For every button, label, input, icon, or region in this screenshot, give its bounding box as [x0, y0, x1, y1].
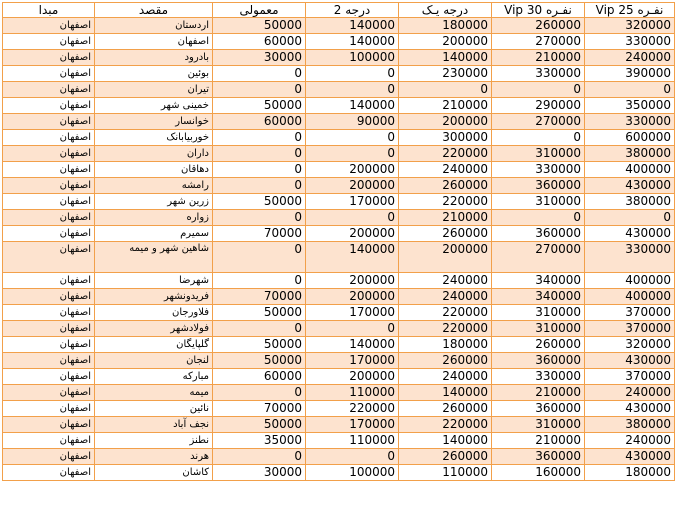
- cell-origin: اصفهان: [3, 34, 95, 50]
- cell-first-class: 0: [399, 82, 492, 98]
- cell-origin: اصفهان: [3, 146, 95, 162]
- cell-origin: اصفهان: [3, 289, 95, 305]
- cell-first-class: 220000: [399, 321, 492, 337]
- cell-vip30: 210000: [492, 385, 585, 401]
- cell-destination: بادرود: [95, 50, 213, 66]
- cell-vip25: 600000: [585, 130, 675, 146]
- cell-second-class: 170000: [306, 194, 399, 210]
- table-row: [3, 178, 675, 194]
- cell-second-class: 200000: [306, 226, 399, 242]
- cell-first-class: 180000: [399, 18, 492, 34]
- cell-origin: اصفهان: [3, 178, 95, 194]
- cell-second-class: 100000: [306, 50, 399, 66]
- cell-normal: 60000: [213, 369, 306, 385]
- cell-vip25: 240000: [585, 50, 675, 66]
- cell-vip25: 330000: [585, 34, 675, 50]
- cell-origin: اصفهان: [3, 210, 95, 226]
- cell-first-class: 210000: [399, 210, 492, 226]
- cell-origin: اصفهان: [3, 194, 95, 210]
- cell-destination: خمینی شهر: [95, 98, 213, 114]
- cell-destination: فولادشهر: [95, 321, 213, 337]
- cell-vip30: 0: [492, 130, 585, 146]
- cell-normal: 60000: [213, 114, 306, 130]
- cell-vip30: 360000: [492, 401, 585, 417]
- cell-origin: اصفهان: [3, 66, 95, 82]
- cell-destination: سمیرم: [95, 226, 213, 242]
- header-vip25: نفـره 25 Vip: [585, 3, 675, 18]
- table-row: [3, 449, 675, 465]
- table-row: [3, 162, 675, 178]
- cell-vip25: 240000: [585, 385, 675, 401]
- cell-vip30: 310000: [492, 146, 585, 162]
- table-row: [3, 50, 675, 66]
- cell-normal: 0: [213, 178, 306, 194]
- cell-first-class: 240000: [399, 289, 492, 305]
- cell-vip30: 360000: [492, 353, 585, 369]
- table-row: [3, 401, 675, 417]
- cell-second-class: 200000: [306, 178, 399, 194]
- cell-second-class: 140000: [306, 98, 399, 114]
- cell-origin: اصفهان: [3, 353, 95, 369]
- cell-destination: نطنز: [95, 433, 213, 449]
- cell-origin: اصفهان: [3, 82, 95, 98]
- cell-first-class: 110000: [399, 465, 492, 481]
- cell-first-class: 220000: [399, 417, 492, 433]
- cell-destination: شهرضا: [95, 273, 213, 289]
- cell-second-class: 200000: [306, 369, 399, 385]
- cell-vip25: 430000: [585, 401, 675, 417]
- header-vip30: نفـره 30 Vip: [492, 3, 585, 18]
- table-row: [3, 130, 675, 146]
- cell-destination: زرین شهر: [95, 194, 213, 210]
- cell-destination: دهاقان: [95, 162, 213, 178]
- cell-vip30: 260000: [492, 337, 585, 353]
- cell-vip30: 270000: [492, 114, 585, 130]
- cell-destination: داران: [95, 146, 213, 162]
- table-row: [3, 289, 675, 305]
- cell-second-class: 0: [306, 210, 399, 226]
- cell-origin: اصفهان: [3, 130, 95, 146]
- cell-origin: اصفهان: [3, 50, 95, 66]
- cell-vip25: 0: [585, 210, 675, 226]
- header-second-class: درجه 2: [306, 3, 399, 18]
- cell-first-class: 140000: [399, 50, 492, 66]
- cell-destination: نائین: [95, 401, 213, 417]
- cell-destination: هرند: [95, 449, 213, 465]
- cell-second-class: 90000: [306, 114, 399, 130]
- table-row: [3, 34, 675, 50]
- cell-normal: 50000: [213, 337, 306, 353]
- cell-vip25: 400000: [585, 273, 675, 289]
- cell-vip25: 380000: [585, 146, 675, 162]
- cell-second-class: 200000: [306, 289, 399, 305]
- table-row: [3, 305, 675, 321]
- cell-vip25: 180000: [585, 465, 675, 481]
- cell-second-class: 0: [306, 321, 399, 337]
- cell-vip25: 330000: [585, 114, 675, 130]
- cell-vip30: 270000: [492, 34, 585, 50]
- cell-first-class: 240000: [399, 369, 492, 385]
- cell-normal: 0: [213, 242, 306, 273]
- table-row: [3, 337, 675, 353]
- cell-vip25: 400000: [585, 162, 675, 178]
- cell-first-class: 240000: [399, 273, 492, 289]
- cell-first-class: 180000: [399, 337, 492, 353]
- cell-second-class: 0: [306, 82, 399, 98]
- cell-destination: شاهین شهر و میمه: [95, 242, 213, 273]
- cell-destination: زواره: [95, 210, 213, 226]
- cell-vip25: 390000: [585, 66, 675, 82]
- cell-vip30: 360000: [492, 226, 585, 242]
- cell-second-class: 140000: [306, 242, 399, 273]
- cell-vip25: 430000: [585, 449, 675, 465]
- header-row: [3, 3, 675, 18]
- cell-destination: تیران: [95, 82, 213, 98]
- cell-second-class: 170000: [306, 305, 399, 321]
- table-row: [3, 242, 675, 273]
- cell-normal: 0: [213, 66, 306, 82]
- cell-second-class: 170000: [306, 353, 399, 369]
- cell-normal: 0: [213, 162, 306, 178]
- cell-vip25: 430000: [585, 226, 675, 242]
- cell-vip25: 240000: [585, 433, 675, 449]
- cell-origin: اصفهان: [3, 321, 95, 337]
- cell-first-class: 260000: [399, 353, 492, 369]
- cell-origin: اصفهان: [3, 114, 95, 130]
- cell-vip25: 370000: [585, 321, 675, 337]
- cell-origin: اصفهان: [3, 226, 95, 242]
- cell-second-class: 0: [306, 66, 399, 82]
- cell-first-class: 260000: [399, 401, 492, 417]
- cell-vip30: 210000: [492, 50, 585, 66]
- cell-destination: بوئین: [95, 66, 213, 82]
- cell-normal: 50000: [213, 18, 306, 34]
- cell-first-class: 200000: [399, 242, 492, 273]
- cell-first-class: 220000: [399, 194, 492, 210]
- table-row: [3, 385, 675, 401]
- cell-vip25: 430000: [585, 353, 675, 369]
- cell-vip30: 360000: [492, 178, 585, 194]
- cell-origin: اصفهان: [3, 242, 95, 273]
- cell-origin: اصفهان: [3, 273, 95, 289]
- table-row: [3, 210, 675, 226]
- table-row: [3, 114, 675, 130]
- cell-vip30: 340000: [492, 273, 585, 289]
- cell-first-class: 230000: [399, 66, 492, 82]
- header-normal: معمولی: [213, 3, 306, 18]
- cell-destination: لنجان: [95, 353, 213, 369]
- cell-vip30: 330000: [492, 162, 585, 178]
- table-row: [3, 369, 675, 385]
- cell-first-class: 200000: [399, 34, 492, 50]
- cell-vip25: 320000: [585, 18, 675, 34]
- cell-normal: 50000: [213, 194, 306, 210]
- cell-destination: نجف آباد: [95, 417, 213, 433]
- cell-destination: فریدونشهر: [95, 289, 213, 305]
- cell-normal: 70000: [213, 401, 306, 417]
- cell-vip25: 330000: [585, 242, 675, 273]
- header-first-class: درجه یـک: [399, 3, 492, 18]
- cell-first-class: 260000: [399, 226, 492, 242]
- table-row: [3, 146, 675, 162]
- cell-vip30: 330000: [492, 369, 585, 385]
- cell-destination: رامشه: [95, 178, 213, 194]
- cell-origin: اصفهان: [3, 449, 95, 465]
- cell-normal: 0: [213, 449, 306, 465]
- cell-second-class: 100000: [306, 465, 399, 481]
- cell-second-class: 140000: [306, 34, 399, 50]
- cell-origin: اصفهان: [3, 385, 95, 401]
- cell-normal: 60000: [213, 34, 306, 50]
- table-row: [3, 226, 675, 242]
- header-destination: مقصد: [95, 3, 213, 18]
- table-row: [3, 82, 675, 98]
- cell-normal: 70000: [213, 226, 306, 242]
- table-row: [3, 98, 675, 114]
- cell-normal: 50000: [213, 417, 306, 433]
- cell-origin: اصفهان: [3, 98, 95, 114]
- cell-normal: 35000: [213, 433, 306, 449]
- cell-vip30: 160000: [492, 465, 585, 481]
- cell-origin: اصفهان: [3, 401, 95, 417]
- cell-first-class: 220000: [399, 146, 492, 162]
- cell-normal: 30000: [213, 465, 306, 481]
- cell-normal: 50000: [213, 353, 306, 369]
- cell-normal: 0: [213, 321, 306, 337]
- cell-first-class: 220000: [399, 305, 492, 321]
- cell-second-class: 0: [306, 449, 399, 465]
- cell-destination: اصفهان: [95, 34, 213, 50]
- cell-normal: 50000: [213, 305, 306, 321]
- cell-destination: مبارکه: [95, 369, 213, 385]
- cell-first-class: 140000: [399, 385, 492, 401]
- cell-destination: خوربیابانک: [95, 130, 213, 146]
- cell-vip30: 310000: [492, 321, 585, 337]
- cell-vip25: 380000: [585, 417, 675, 433]
- cell-first-class: 140000: [399, 433, 492, 449]
- cell-vip30: 310000: [492, 417, 585, 433]
- cell-vip25: 400000: [585, 289, 675, 305]
- table-row: [3, 66, 675, 82]
- cell-destination: خوانسار: [95, 114, 213, 130]
- cell-origin: اصفهان: [3, 337, 95, 353]
- cell-first-class: 210000: [399, 98, 492, 114]
- cell-vip25: 350000: [585, 98, 675, 114]
- cell-origin: اصفهان: [3, 18, 95, 34]
- cell-normal: 0: [213, 146, 306, 162]
- cell-second-class: 170000: [306, 417, 399, 433]
- cell-vip30: 340000: [492, 289, 585, 305]
- cell-origin: اصفهان: [3, 465, 95, 481]
- cell-vip25: 0: [585, 82, 675, 98]
- cell-second-class: 110000: [306, 385, 399, 401]
- cell-destination: فلاورجان: [95, 305, 213, 321]
- cell-origin: اصفهان: [3, 305, 95, 321]
- cell-vip25: 320000: [585, 337, 675, 353]
- table-row: [3, 417, 675, 433]
- fare-table: [2, 2, 675, 481]
- cell-vip30: 310000: [492, 194, 585, 210]
- cell-second-class: 0: [306, 130, 399, 146]
- table-row: [3, 433, 675, 449]
- cell-vip30: 0: [492, 82, 585, 98]
- cell-destination: کاشان: [95, 465, 213, 481]
- cell-second-class: 140000: [306, 18, 399, 34]
- cell-normal: 0: [213, 130, 306, 146]
- table-row: [3, 321, 675, 337]
- table-row: [3, 194, 675, 210]
- cell-first-class: 300000: [399, 130, 492, 146]
- cell-first-class: 200000: [399, 114, 492, 130]
- cell-origin: اصفهان: [3, 369, 95, 385]
- cell-normal: 0: [213, 82, 306, 98]
- cell-vip30: 260000: [492, 18, 585, 34]
- table-row: [3, 273, 675, 289]
- cell-origin: اصفهان: [3, 417, 95, 433]
- cell-second-class: 200000: [306, 162, 399, 178]
- cell-normal: 0: [213, 210, 306, 226]
- cell-normal: 70000: [213, 289, 306, 305]
- cell-vip30: 330000: [492, 66, 585, 82]
- cell-vip25: 430000: [585, 178, 675, 194]
- cell-vip30: 310000: [492, 305, 585, 321]
- cell-normal: 50000: [213, 98, 306, 114]
- cell-normal: 30000: [213, 50, 306, 66]
- cell-origin: اصفهان: [3, 162, 95, 178]
- cell-vip25: 380000: [585, 194, 675, 210]
- table-row: [3, 353, 675, 369]
- cell-vip30: 290000: [492, 98, 585, 114]
- table-body: [3, 18, 675, 481]
- cell-vip30: 270000: [492, 242, 585, 273]
- cell-normal: 0: [213, 385, 306, 401]
- cell-vip30: 360000: [492, 449, 585, 465]
- cell-vip30: 210000: [492, 433, 585, 449]
- cell-second-class: 140000: [306, 337, 399, 353]
- cell-vip30: 0: [492, 210, 585, 226]
- cell-vip25: 370000: [585, 305, 675, 321]
- cell-second-class: 220000: [306, 401, 399, 417]
- cell-destination: گلپایگان: [95, 337, 213, 353]
- cell-first-class: 240000: [399, 162, 492, 178]
- cell-destination: اردستان: [95, 18, 213, 34]
- cell-second-class: 200000: [306, 273, 399, 289]
- cell-vip25: 370000: [585, 369, 675, 385]
- cell-destination: میمه: [95, 385, 213, 401]
- table-row: [3, 18, 675, 34]
- cell-first-class: 260000: [399, 449, 492, 465]
- cell-second-class: 110000: [306, 433, 399, 449]
- cell-normal: 0: [213, 273, 306, 289]
- cell-first-class: 260000: [399, 178, 492, 194]
- header-origin: مبدا: [3, 3, 95, 18]
- cell-origin: اصفهان: [3, 433, 95, 449]
- table-row: [3, 465, 675, 481]
- cell-second-class: 0: [306, 146, 399, 162]
